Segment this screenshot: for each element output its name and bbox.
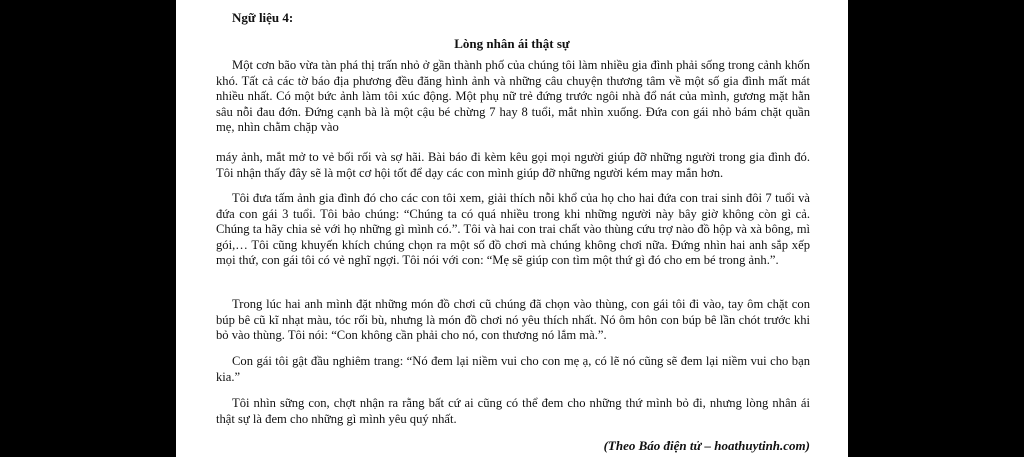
document-page [176, 0, 848, 457]
paragraph: máy ảnh, mắt mở to vẻ bối rối và sợ hãi. Bài báo đi kèm kêu gọi mọi người giúp đỡ những người trong gia đình đó. Tôi nhận thấy đây sẽ là một cơ hội tốt để dạy các con mình giúp đỡ những người kém may mắn hơn. [216, 150, 810, 180]
document-title: Lòng nhân ái thật sự [454, 36, 570, 51]
paragraph: Con gái tôi gật đầu nghiêm trang: “Nó đem lại niềm vui cho con mẹ ạ, có lẽ nó cũng sẽ đem lại niềm vui cho bạn kia.” [216, 354, 810, 384]
paragraph: Tôi nhìn sững con, chợt nhận ra rằng bất cứ ai cũng có thể đem cho những thứ mình bỏ đi, nhưng lòng nhân ái thật sự là đem cho những gì mình yêu quý nhất. [216, 396, 810, 426]
source-citation: (Theo Báo điện tử – hoathuytinh.com) [603, 438, 810, 453]
paragraph: Một cơn bão vừa tàn phá thị trấn nhỏ ở gần thành phố của chúng tôi làm nhiều gia đình phải sống trong cảnh khốn khó. Tất cả các tờ báo địa phương đều đăng hình ảnh và những câu chuyện thương tâm về một số gia đình mất mát nhiều nhất. Có một bức ảnh làm tôi xúc động. Một phụ nữ trẻ đứng trước ngôi nhà đổ nát của mình, gương mặt hằn sâu nỗi đau đớn. Đứng cạnh bà là một cậu bé chừng 7 hay 8 tuổi, mắt nhìn xuống. Đứa con gái nhỏ bám chặt quần mẹ, nhìn chằm chặp vào [216, 58, 810, 135]
paragraph: Trong lúc hai anh mình đặt những món đồ chơi cũ chúng đã chọn vào thùng, con gái tôi đi vào, tay ôm chặt con búp bê cũ kĩ nhạt màu, tóc rối bù, nhưng là món đồ chơi nó yêu thích nhất. Nó ôm hôn con búp bê lần chót trước khi bỏ vào thùng. Tôi nói: “Con không cần phải cho nó, con thương nó lắm mà.”. [216, 297, 810, 343]
paragraph: Tôi đưa tấm ảnh gia đình đó cho các con tôi xem, giải thích nỗi khổ của họ cho hai đứa con trai sinh đôi 7 tuổi và đứa con gái 3 tuổi. Tôi bảo chúng: “Chúng ta có quá nhiều trong khi những người này bây giờ không còn gì cả. Chúng ta hãy chia sẻ với họ những gì mình có.”. Tôi và hai con trai chất vào thùng cứu trợ nào đồ hộp và xà bông, mì gói,… Tôi cũng khuyến khích chúng chọn ra một số đồ chơi mà chúng không chơi nữa. Đứng nhìn hai anh sắp xếp mọi thứ, con gái tôi có vẻ nghĩ ngợi. Tôi nói với con: “Mẹ sẽ giúp con tìm một thứ gì đó cho em bé trong ảnh.”. [216, 191, 810, 268]
section-label: Ngữ liệu 4: [232, 10, 294, 25]
